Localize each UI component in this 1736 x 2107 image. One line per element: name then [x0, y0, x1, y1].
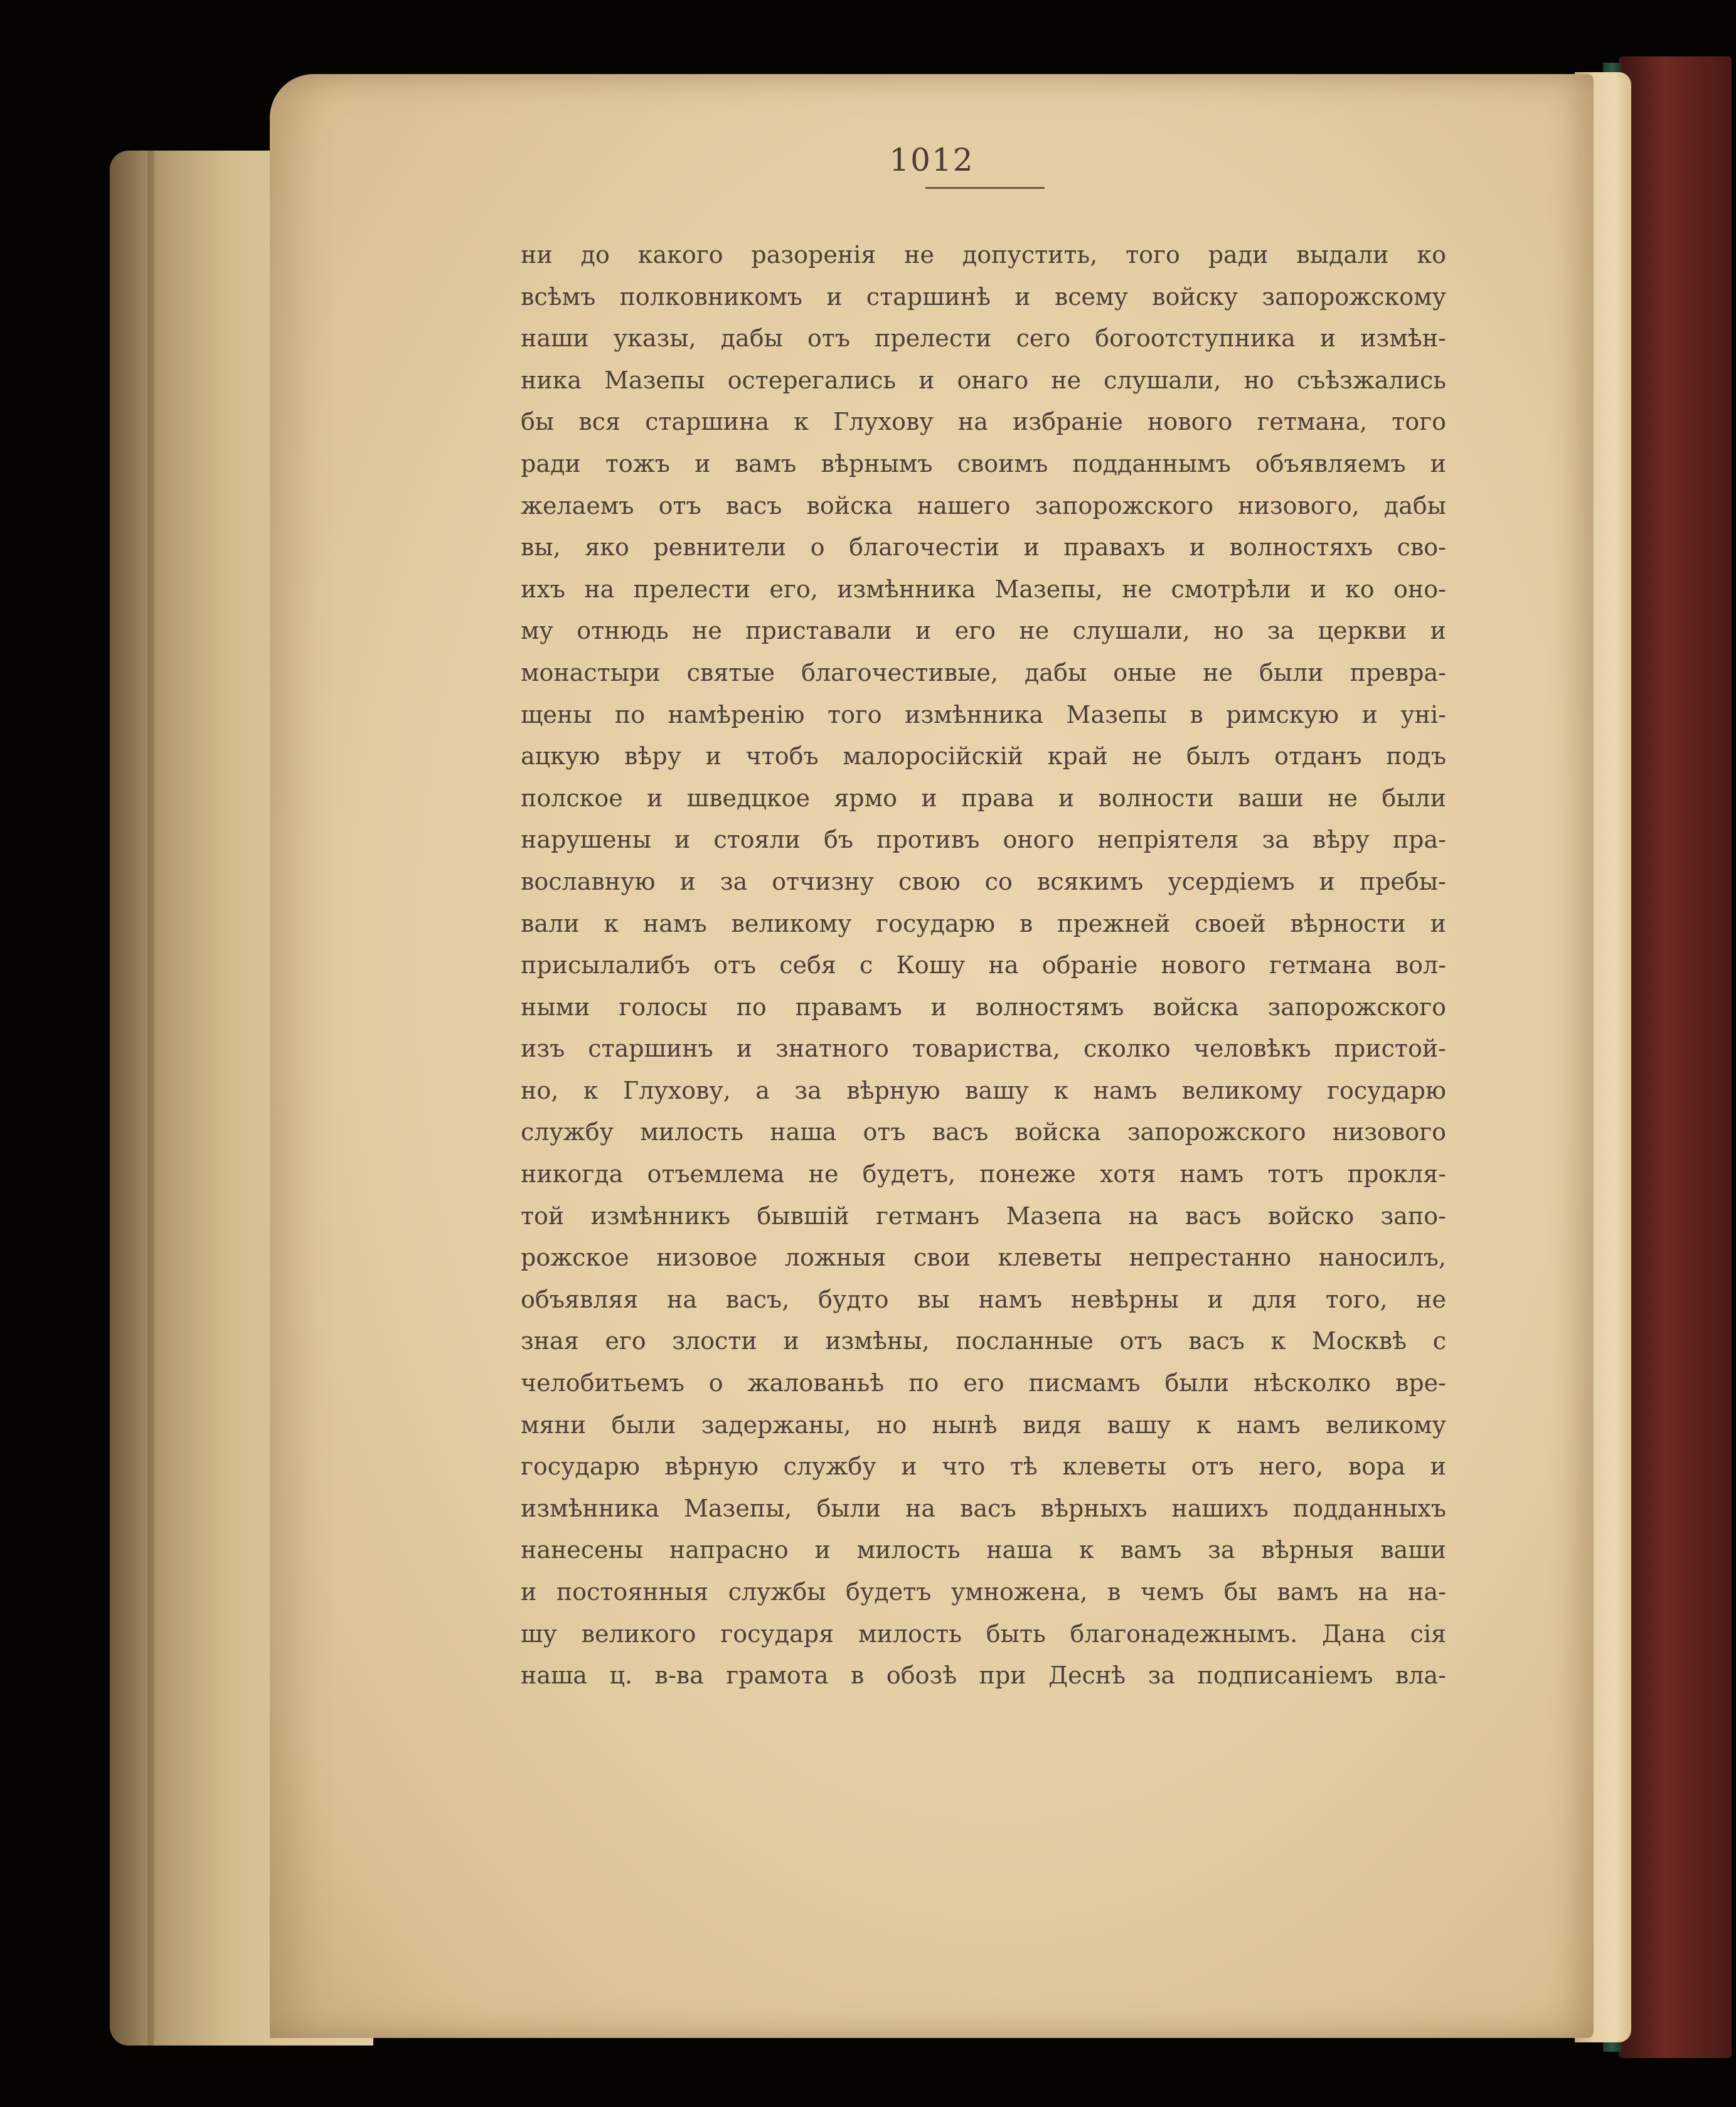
book-cover-edge: [1619, 56, 1732, 2058]
page-number: 1012: [889, 142, 974, 178]
text-line: зная его злости и измѣны, посланные отъ васъ к Москвѣ с: [521, 1327, 1446, 1355]
text-line: государю вѣрную службу и что тѣ клеветы отъ него, вора и: [521, 1453, 1446, 1481]
text-line: ни до какого разоренія не допустить, того ради выдали ко: [521, 241, 1446, 269]
text-line: всѣмъ полковникомъ и старшинѣ и всему войску запорожскому: [521, 282, 1446, 311]
text-line: ихъ на прелести его, измѣнника Мазепы, не смотрѣли и ко оно-: [521, 575, 1446, 603]
text-line: той измѣнникъ бывшій гетманъ Мазепа на васъ войско запо-: [521, 1202, 1446, 1230]
page-number-underline: [925, 187, 1045, 189]
text-line: полское и шведцкое ярмо и права и волности ваши не были: [521, 784, 1446, 812]
text-line: наша ц. в-ва грамота в обозѣ при Деснѣ за подписаніемъ вла-: [521, 1662, 1446, 1690]
text-line: щены по намѣренію того измѣнника Мазепы в римскую и уні-: [521, 700, 1446, 728]
text-line: мяни были задержаны, но нынѣ видя вашу к намъ великому: [521, 1411, 1446, 1439]
text-line: измѣнника Мазепы, были на васъ вѣрныхъ нашихъ подданныхъ: [521, 1494, 1446, 1522]
text-line: но, к Глухову, а за вѣрную вашу к намъ великому государю: [521, 1076, 1446, 1104]
text-line: объявляя на васъ, будто вы намъ невѣрны и для того, не: [521, 1285, 1446, 1313]
text-line: изъ старшинъ и знатного товариства, сколко человѣкъ пристой-: [521, 1035, 1446, 1063]
book-page: [270, 74, 1594, 2038]
text-line: ника Мазепы остерегались и онаго не слушали, но съѣзжались: [521, 366, 1446, 394]
text-line: бы вся старшина к Глухову на избраніе нового гетмана, того: [521, 408, 1446, 436]
text-line: ными голосы по правамъ и волностямъ войска запорожского: [521, 993, 1446, 1021]
text-line: вали к намъ великому государю в прежней своей вѣрности и: [521, 909, 1446, 937]
text-line: наши указы, дабы отъ прелести сего богоотступника и измѣн-: [521, 324, 1446, 353]
text-line: ради тожъ и вамъ вѣрнымъ своимъ подданнымъ объявляемъ и: [521, 449, 1446, 477]
text-line: шу великого государя милость быть благонадежнымъ. Дана сія: [521, 1619, 1446, 1648]
text-line: ацкую вѣру и чтобъ малоросійскій край не былъ отданъ подъ: [521, 742, 1446, 771]
text-line: службу милость наша отъ васъ войска запорожского низового: [521, 1118, 1446, 1146]
text-line: желаемъ отъ васъ войска нашего запорожского низового, дабы: [521, 491, 1446, 520]
text-line: вы, яко ревнители о благочестіи и правахъ и волностяхъ сво-: [521, 533, 1446, 562]
text-line: нанесены напрасно и милость наша к вамъ за вѣрныя ваши: [521, 1536, 1446, 1564]
text-line: рожское низовое ложныя свои клеветы непрестанно наносилъ,: [521, 1244, 1446, 1272]
text-line: монастыри святые благочестивые, дабы оные не были превра-: [521, 658, 1446, 686]
page-text-block: [521, 234, 1446, 1697]
text-line: челобитьемъ о жалованьѣ по его писмамъ были нѣсколко вре-: [521, 1369, 1446, 1397]
text-line: и постоянныя службы будетъ умножена, в чемъ бы вамъ на на-: [521, 1578, 1446, 1606]
text-line: никогда отъемлема не будетъ, понеже хотя намъ тотъ прокля-: [521, 1160, 1446, 1188]
text-line: му отнюдь не приставали и его не слушали, но за церкви и: [521, 617, 1446, 645]
text-line: нарушены и стояли бъ противъ оного непріятеля за вѣру пра-: [521, 826, 1446, 854]
text-line: вославную и за отчизну свою со всякимъ усердіемъ и пребы-: [521, 867, 1446, 895]
text-line: присылалибъ отъ себя с Кошу на обраніе нового гетмана вол-: [521, 951, 1446, 979]
